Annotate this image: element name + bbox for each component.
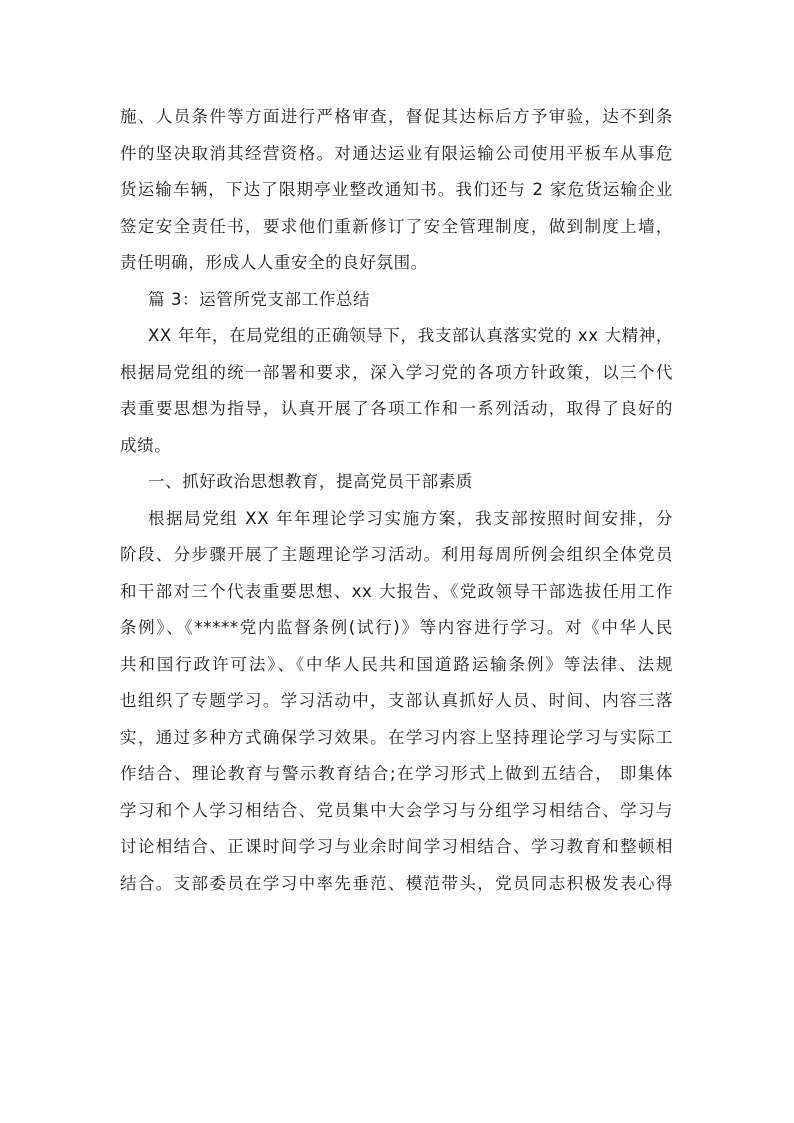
text-line: 学习和个人学习相结合、党员集中大会学习与分组学习相结合、学习与 <box>120 800 673 820</box>
text-line: 实，通过多种方式确保学习效果。在学习内容上坚持理论学习与实际工 <box>120 727 673 747</box>
text-line: 责任明确，形成人人重安全的良好氛围。 <box>120 253 428 272</box>
text-line: 成绩。 <box>120 435 172 455</box>
text-line: 根据局党组 XX 年年理论学习实施方案，我支部按照时间安排，分 <box>148 508 673 528</box>
text-line: 施、人员条件等方面进行严格审查，督促其达标后方予审验，达不到条 <box>120 107 673 126</box>
text-line: 作结合、理论教育与警示教育结合;在学习形式上做到五结合， 即集体 <box>120 764 673 783</box>
text-line: 条例》、《*****党内监督条例(试行)》等内容进行学习。对《中华人民 <box>120 618 673 637</box>
text-line: 和干部对三个代表重要思想、xx 大报告、《党政领导干部选拔任用工作 <box>120 581 673 601</box>
text-line: 根据局党组的统一部署和要求，深入学习党的各项方针政策，以三个代 <box>120 362 673 382</box>
section-heading: 篇 3：运管所党支部工作总结 <box>148 289 371 309</box>
text-line: 共和国行政许可法》、《中华人民共和国道路运输条例》等法律、法规 <box>120 654 673 674</box>
text-line: 结合。支部委员在学习中率先垂范、模范带头，党员同志积极发表心得 <box>120 873 673 893</box>
text-line: 货运输车辆，下达了限期亭业整改通知书。我们还与 2 家危货运输企业 <box>120 180 673 199</box>
text-line: 讨论相结合、正课时间学习与业余时间学习相结合、学习教育和整顿相 <box>120 837 673 856</box>
text-line: XX 年年，在局党组的正确领导下，我支部认真落实党的 xx 大精神， <box>148 326 673 345</box>
subsection-heading: 一、抓好政治思想教育，提高党员干部素质 <box>148 472 473 491</box>
document-body <box>120 99 673 902</box>
text-line: 签定安全责任书，要求他们重新修订了安全管理制度，做到制度上墙， <box>120 216 673 236</box>
text-line: 件的坚决取消其经营资格。对通达运业有限运输公司使用平板车从事危 <box>120 143 673 163</box>
text-line: 表重要思想为指导，认真开展了各项工作和一系列活动，取得了良好的 <box>120 399 673 418</box>
text-line: 也组织了专题学习。学习活动中，支部认真抓好人员、时间、内容三落 <box>120 691 673 710</box>
text-line: 阶段、分步骤开展了主题理论学习活动。利用每周所例会组织全体党员 <box>120 545 673 564</box>
